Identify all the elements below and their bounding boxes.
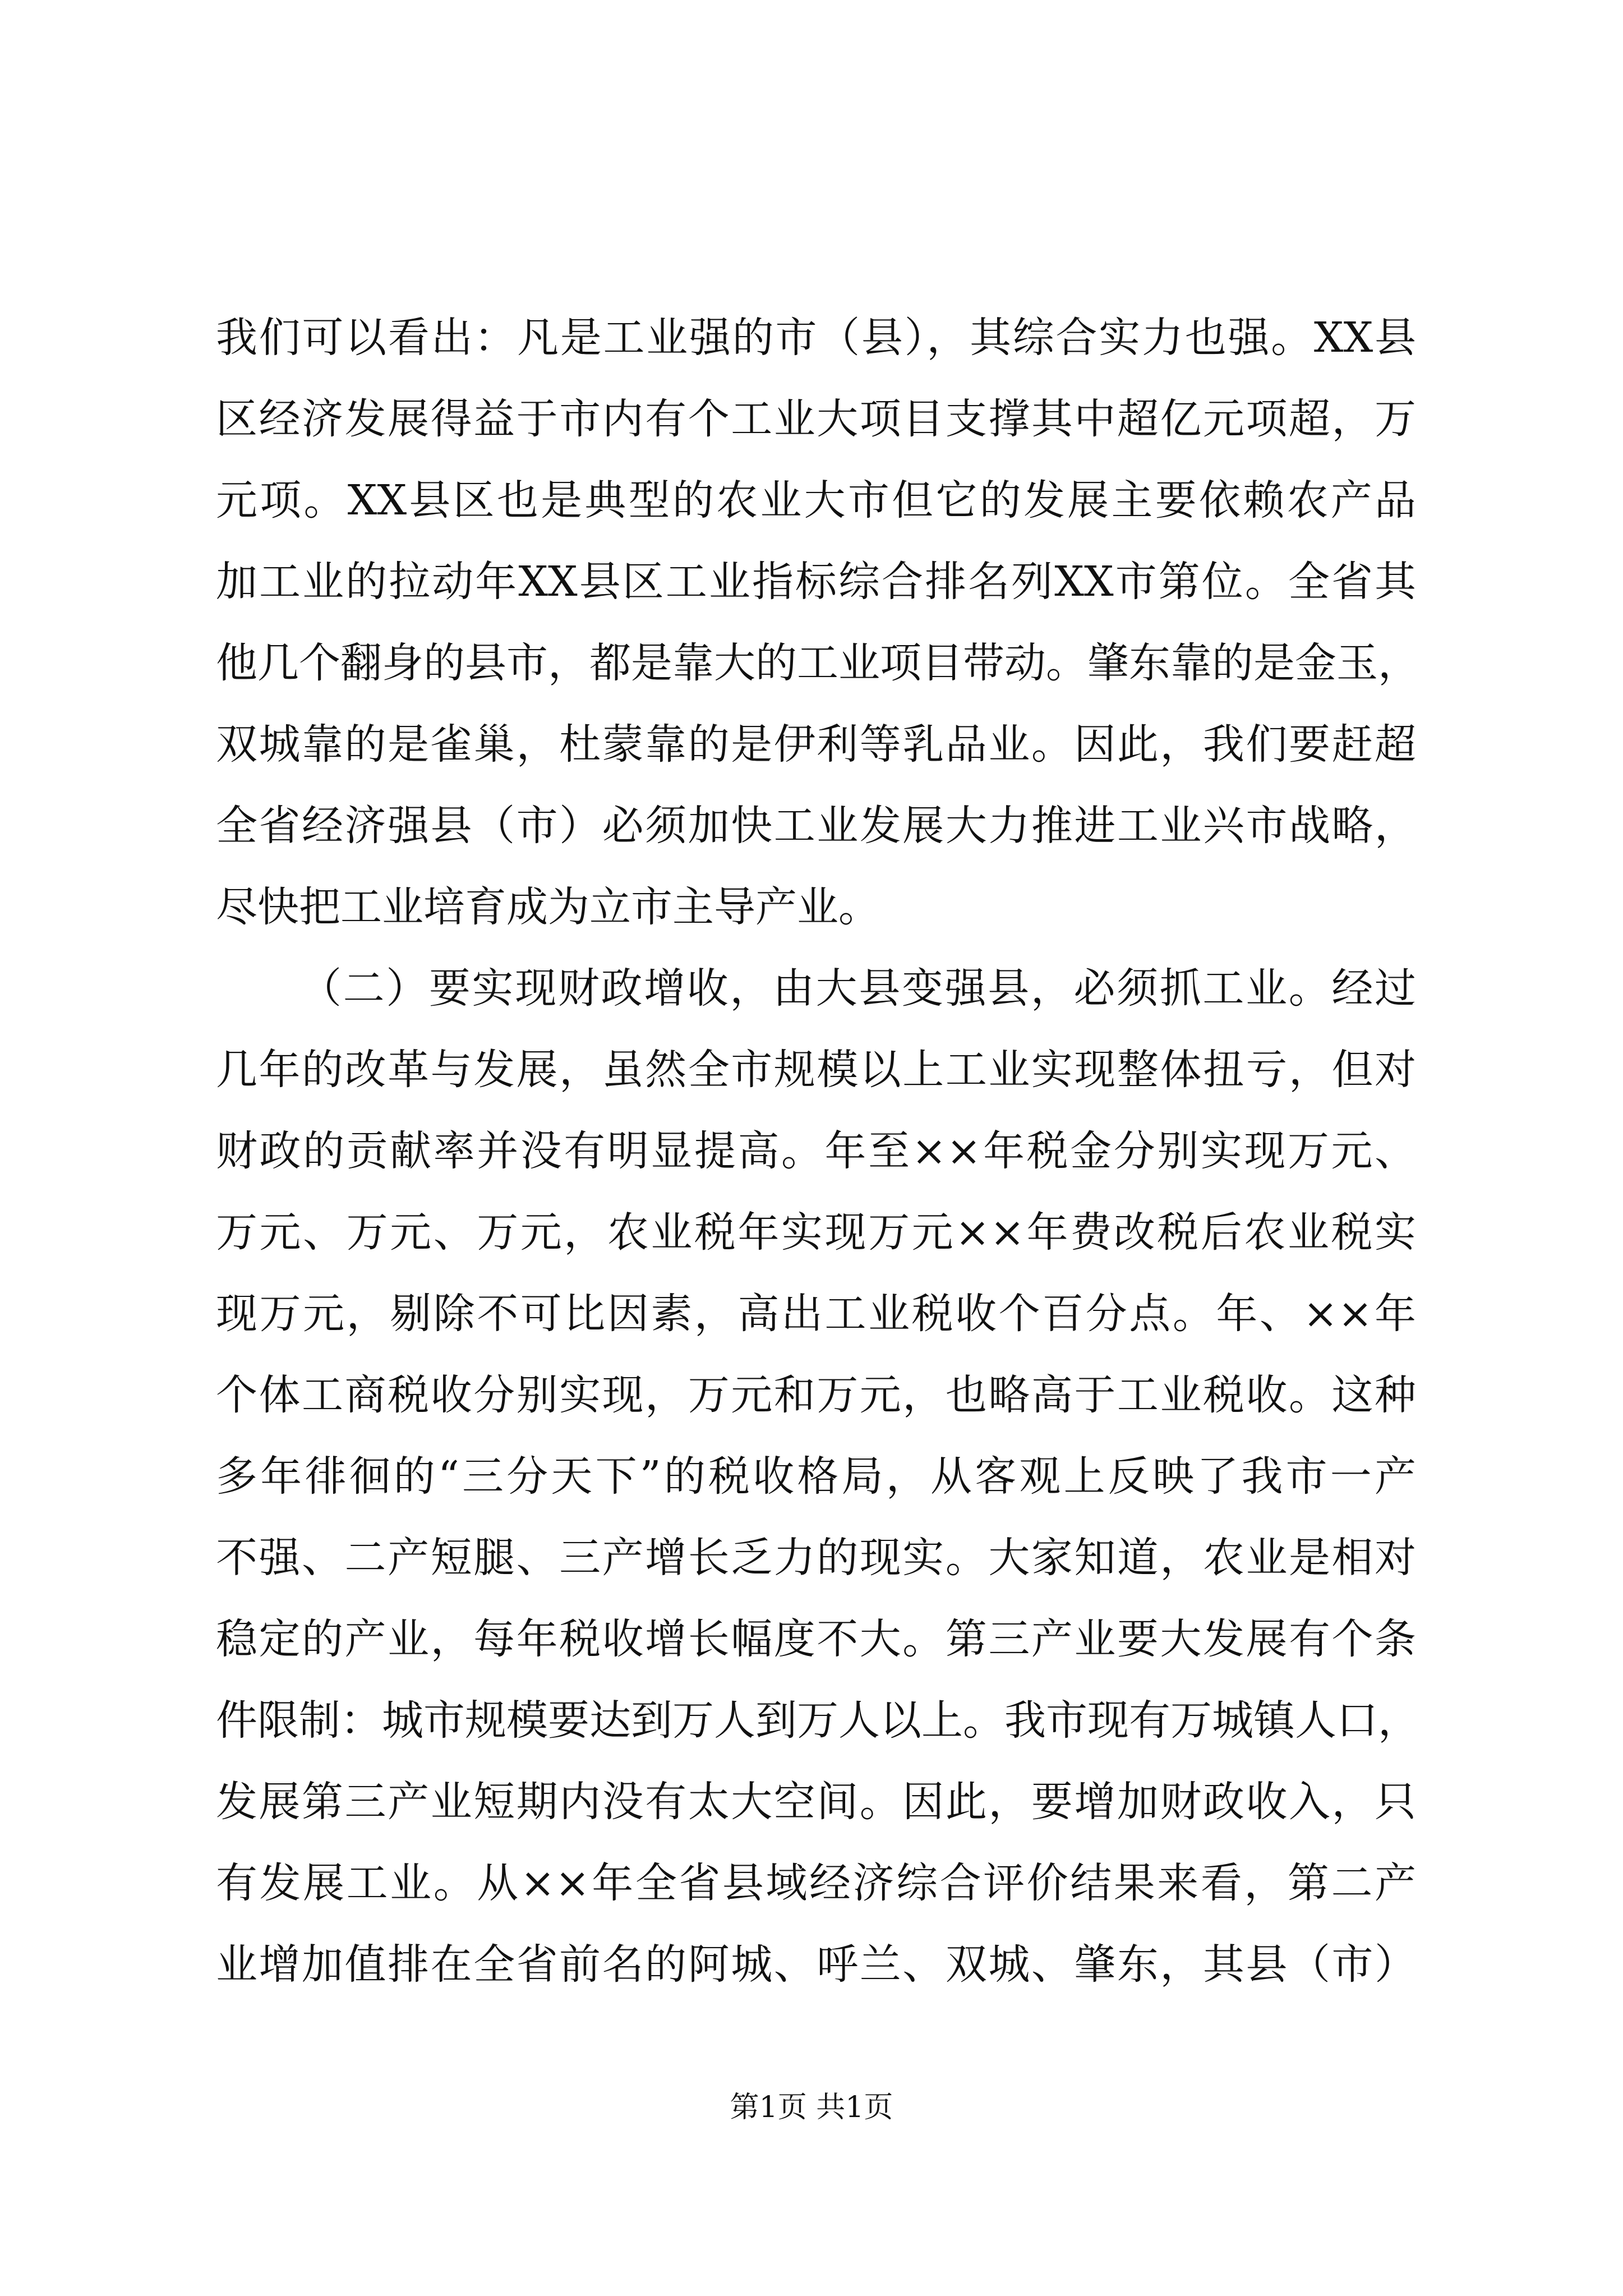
text-line-20: 有发展工业。从××年全省县域经济综合评价结果来看，第二产 — [216, 1859, 1416, 1907]
document-body — [216, 297, 1419, 2005]
text-line-5: 他几个翻身的县市，都是靠大的工业项目带动。肇东靠的是金玉， — [216, 639, 1419, 687]
text-line-18: 件限制：城市规模要达到万人到万人以上。我市现有万城镇人口， — [216, 1696, 1419, 1745]
text-line-15: 多年徘徊的“三分天下”的税收格局，从客观上反映了我市一产 — [216, 1452, 1416, 1501]
text-line-3: 元项。XX县区也是典型的农业大市但它的发展主要依赖农产品 — [216, 476, 1416, 524]
text-line-7: 全省经济强县（市）必须加快工业发展大力推进工业兴市战略， — [216, 802, 1416, 850]
text-line-9: （二）要实现财政增收，由大县变强县，必须抓工业。经过 — [300, 964, 1416, 1013]
text-line-12: 万元、万元、万元，农业税年实现万元××年费改税后农业税实 — [216, 1208, 1416, 1257]
page-footer — [0, 2088, 1623, 2127]
text-line-17: 稳定的产业，每年税收增长幅度不大。第三产业要大发展有个条 — [216, 1615, 1416, 1663]
text-line-10: 几年的改革与发展，虽然全市规模以上工业实现整体扭亏，但对 — [216, 1046, 1416, 1094]
text-line-6: 双城靠的是雀巢，杜蒙靠的是伊利等乳品业。因此，我们要赶超 — [216, 720, 1416, 769]
text-line-8: 尽快把工业培育成为立市主导产业。 — [216, 883, 880, 931]
page-number-label: 第1页 共1页 — [730, 2091, 893, 2124]
text-line-2: 区经济发展得益于市内有个工业大项目支撑其中超亿元项超，万 — [216, 395, 1416, 443]
text-line-1: 我们可以看出：凡是工业强的市（县），其综合实力也强。XX县 — [216, 314, 1416, 362]
text-line-16: 不强、二产短腿、三产增长乏力的现实。大家知道，农业是相对 — [216, 1534, 1416, 1582]
text-line-11: 财政的贡献率并没有明显提高。年至××年税金分别实现万元、 — [216, 1127, 1416, 1175]
text-line-13: 现万元，剔除不可比因素，高出工业税收个百分点。年、××年 — [216, 1290, 1416, 1338]
text-line-21: 业增加值排在全省前名的阿城、呼兰、双城、肇东，其县（市） — [216, 1940, 1416, 1989]
text-line-14: 个体工商税收分别实现，万元和万元，也略高于工业税收。这种 — [216, 1371, 1416, 1419]
text-line-19: 发展第三产业短期内没有太大空间。因此，要增加财政收入，只 — [216, 1778, 1416, 1826]
text-line-4: 加工业的拉动年XX县区工业指标综合排名列XX市第位。全省其 — [216, 558, 1416, 606]
